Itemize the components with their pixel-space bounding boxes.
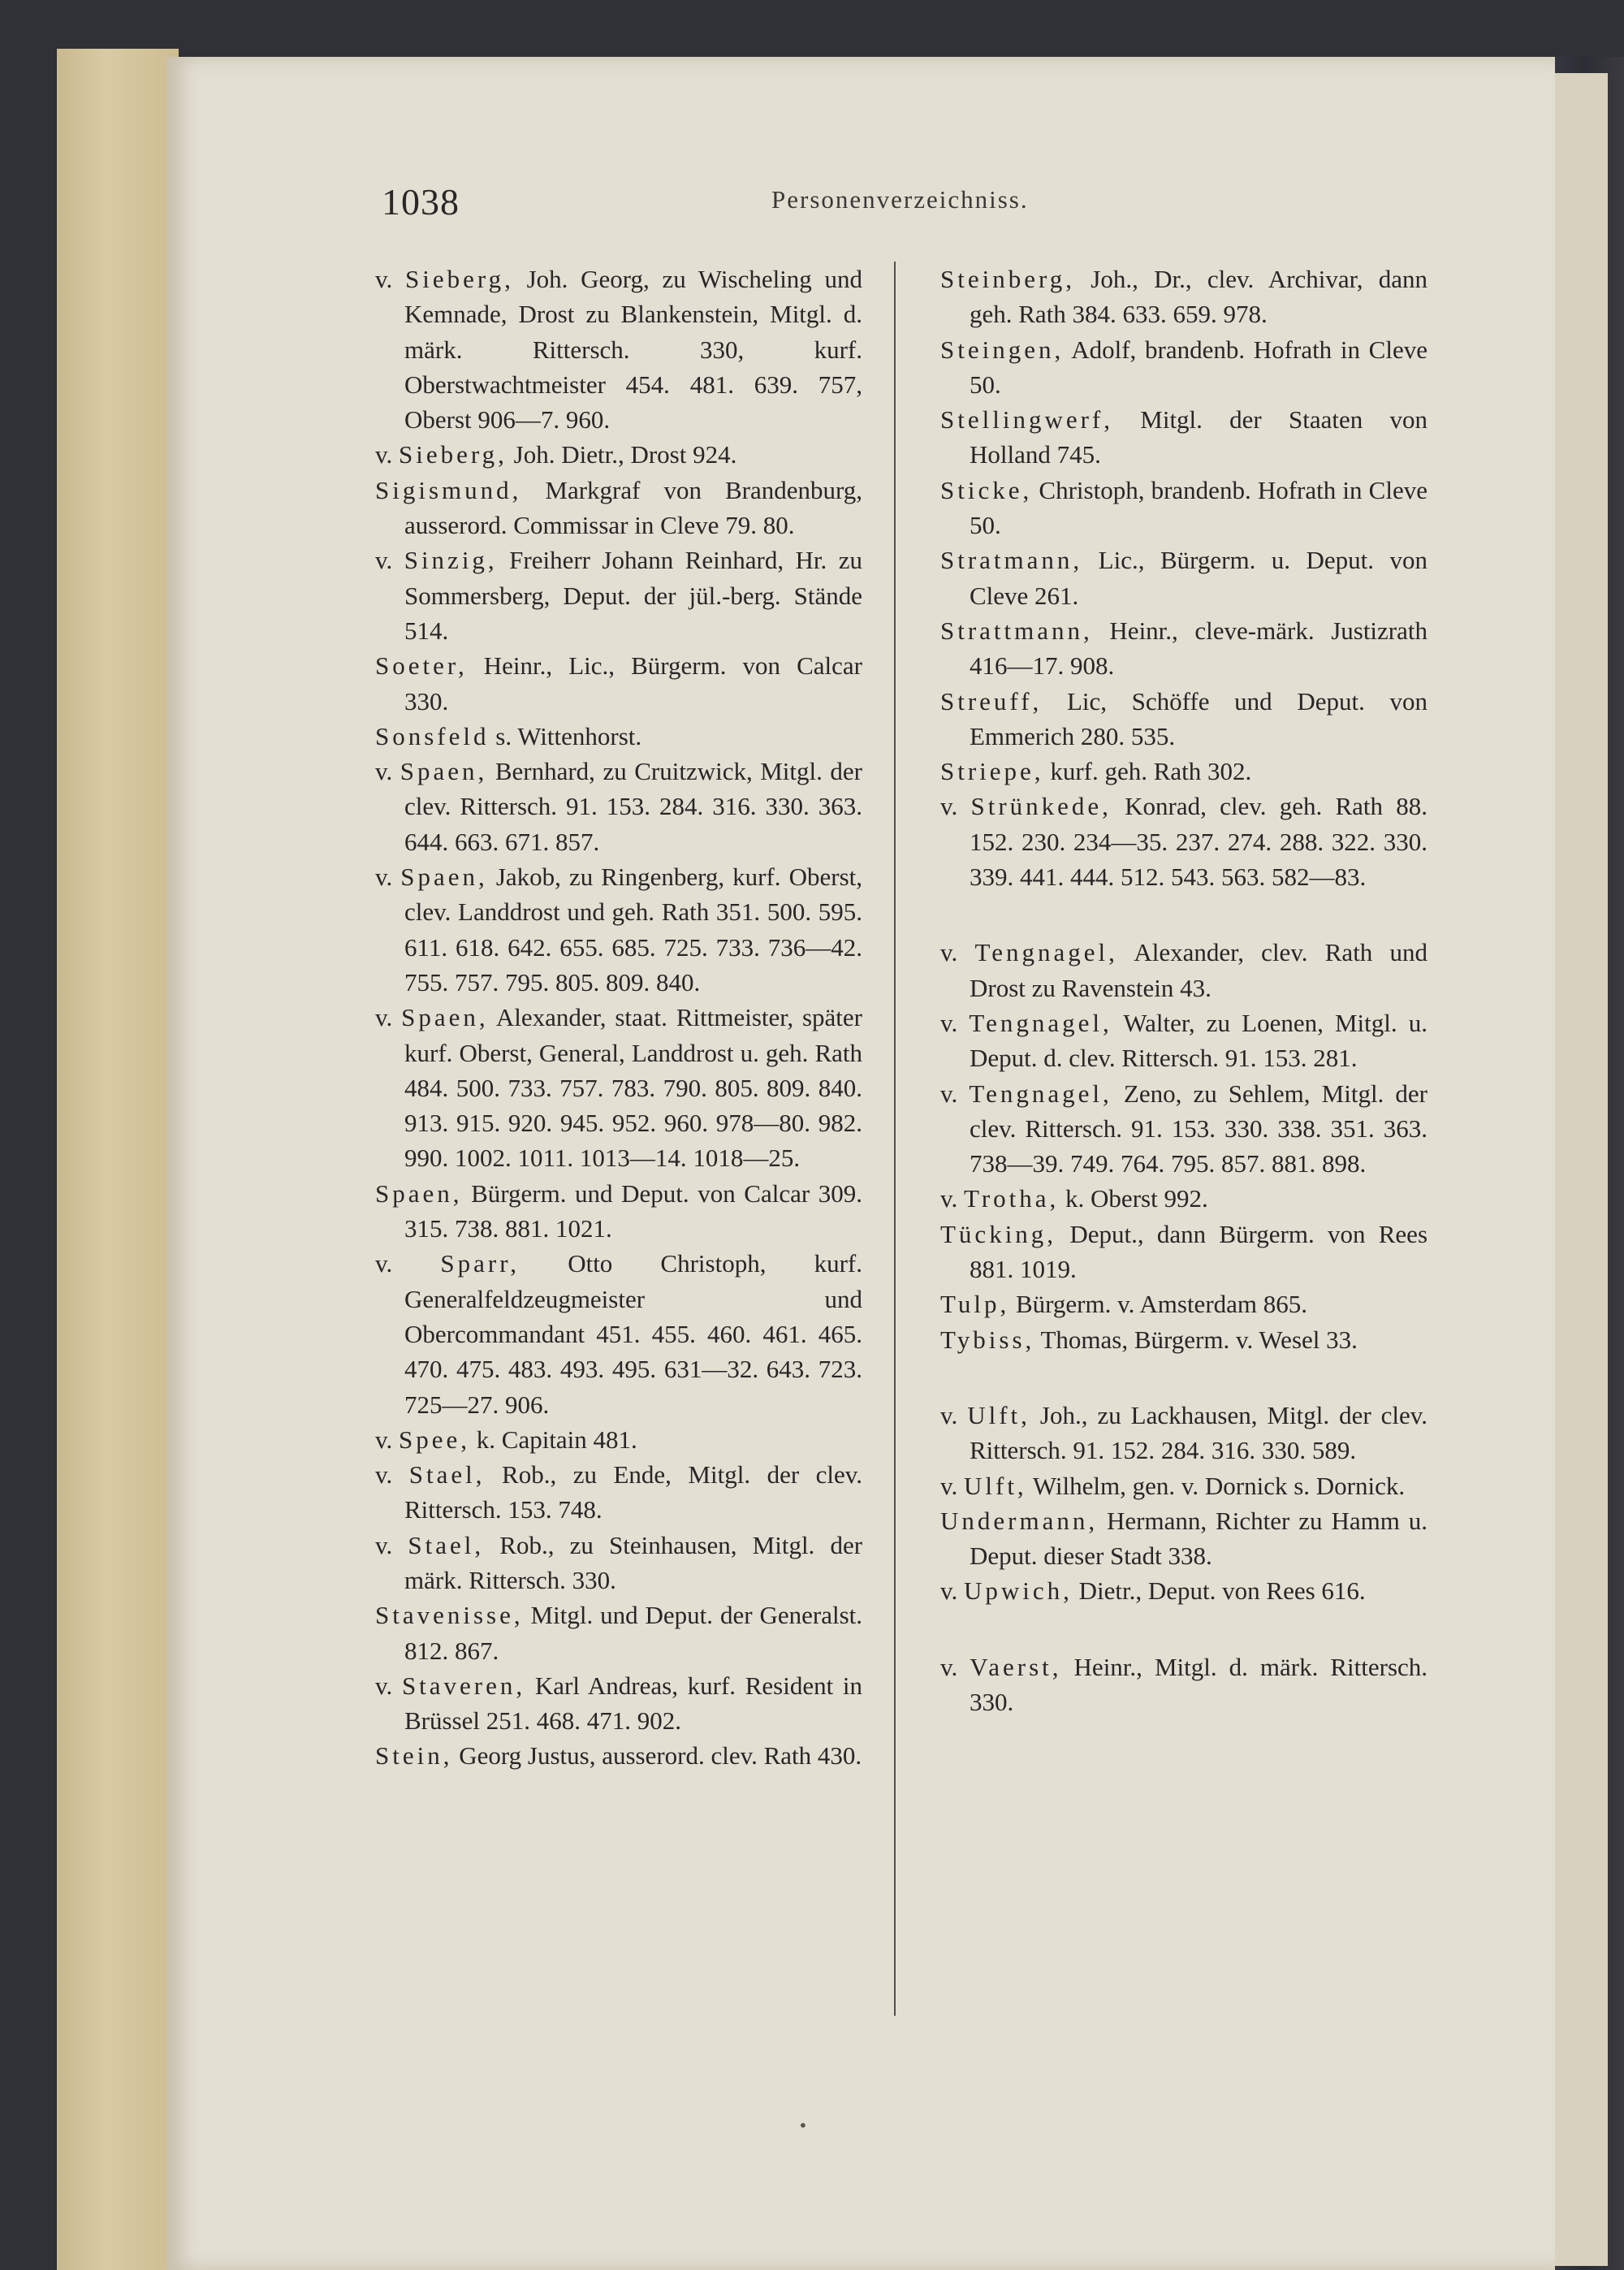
left-column [375,262,862,1774]
entry-text: Mitgl. und Deput. der Generalst. 812. 867. [404,1601,862,1665]
entry-name: Spaen, [375,1178,463,1208]
entry-text: Joh. Dietr., Drost 924. [513,440,737,469]
entry-text: Wilhelm, gen. v. Dornick s. Dornick. [1032,1471,1406,1500]
index-entry [940,684,1427,755]
entry-name: Streuff, [940,686,1043,716]
book-cover-left [57,49,179,2270]
entry-prefix: v. [375,1530,393,1559]
index-entry [375,1000,862,1175]
entry-name: Stellingwerf, [940,405,1113,435]
entry-prefix: v. [375,265,393,293]
entry-prefix: v. [940,1652,958,1681]
entry-name: Tulp, [940,1290,1010,1319]
entry-name: Sieberg, [399,440,508,469]
index-entry [940,935,1427,1005]
entry-name: Stael, [408,1530,485,1559]
entry-prefix: v. [375,863,393,892]
entry-text: Bernhard, zu Cruitzwick, Mitgl. der clev. Rittersch. 91. 153. 284. 316. 330. 363. 644. 663. 671. 857. [404,757,863,856]
entry-text: Bürgerm. v. Amsterdam 865. [1015,1290,1308,1319]
entry-text: kurf. geh. Rath 302. [1050,757,1252,786]
entry-name: Ulft, [967,1400,1030,1429]
entry-text: Heinr., Lic., Bürgerm. von Calcar 330. [404,651,862,716]
section-gap [940,1609,1427,1650]
index-entry [375,859,862,1000]
entry-name: Steingen, [940,335,1065,364]
index-entry [375,262,862,437]
index-entry [375,473,862,543]
entry-prefix: v. [940,792,958,821]
index-entry [375,1528,862,1598]
entry-text: Adolf, brandenb. Hofrath in Cleve 50. [970,335,1427,399]
index-entry [375,437,862,472]
page-mark-dot: • [798,2116,808,2135]
entry-text: Otto Christoph, kurf. Generalfeldzeugmeister und Obercommandant 451. 455. 460. 461. 465. 470. 475. 483. 493. 495. 631—32. 643. 723. 725—27. 906. [404,1249,863,1419]
entry-prefix: v. [940,1008,958,1037]
entry-prefix: v. [375,440,393,469]
index-entry [375,1457,862,1528]
entry-text: Zeno, zu Sehlem, Mitgl. der clev. Rittersch. 91. 153. 330. 338. 351. 363. 738—39. 749. 764. 795. 857. 881. 898. [970,1079,1427,1178]
running-title: Personenverzeichniss. [771,185,1029,214]
entry-prefix: v. [375,1249,393,1278]
entry-name: Sigismund, [375,475,522,504]
facing-page-edge [1551,73,1608,2266]
entry-name: Undermann, [940,1506,1099,1535]
entry-text: Heinr., cleve-märk. Justizrath 416—17. 908. [970,616,1428,681]
index-entry [375,543,862,648]
entry-text: Hermann, Richter zu Hamm u. Deput. dieser Stadt 338. [970,1506,1427,1571]
index-entry [940,1286,1427,1321]
entry-name: Striepe, [940,757,1044,786]
entry-name: Vaerst, [970,1652,1062,1681]
index-entry [940,332,1427,403]
index-entry [375,1246,862,1421]
entry-prefix: v. [940,938,958,967]
index-entry [940,1503,1427,1574]
entry-text: Freiherr Johann Reinhard, Hr. zu Sommersberg, Deput. der jül.-berg. Stände 514. [404,546,862,645]
entry-prefix: v. [940,1079,958,1108]
entry-name: Staveren, [401,1671,526,1700]
index-entry [940,1005,1427,1076]
entry-text: Rob., zu Steinhausen, Mitgl. der märk. Rittersch. 330. [404,1530,863,1594]
entry-name: Trotha, [964,1184,1060,1213]
index-entry [375,754,862,859]
entry-text: Thomas, Bürgerm. v. Wesel 33. [1040,1325,1358,1354]
entry-text: Lic, Schöffe und Deput. von Emmerich 280. 535. [970,686,1428,750]
entry-name: Strattmann, [940,616,1093,645]
entry-prefix: v. [940,1471,958,1500]
entry-name: Tengnagel, [969,1008,1112,1037]
index-entry [940,789,1427,894]
entry-text: Heinr., Mitgl. d. märk. Rittersch. 330. [970,1652,1428,1716]
entry-name: Tücking, [940,1219,1057,1248]
entry-text: Joh., zu Lackhausen, Mitgl. der clev. Rittersch. 91. 152. 284. 316. 330. 589. [970,1400,1428,1465]
index-entry [375,1176,862,1247]
entry-name: Tengnagel, [969,1079,1112,1108]
entry-text: Markgraf von Brandenburg, ausserord. Commissar in Cleve 79. 80. [404,475,862,540]
entry-text: Jakob, zu Ringenberg, kurf. Oberst, clev. Landdrost und geh. Rath 351. 500. 595. 611. 618. 642. 655. 685. 725. 733. 736—42. 755. 757. 795. 805. 809. 840. [404,863,862,997]
index-entry [375,1668,862,1739]
entry-text: Alexander, clev. Rath und Drost zu Ravenstein 43. [970,938,1428,1002]
index-entry [940,262,1427,332]
column-divider [894,262,896,2016]
entry-name: Tybiss, [940,1325,1035,1354]
entry-name: Spaen, [401,1003,489,1032]
entry-name: Tengnagel, [974,938,1118,967]
entry-name: Sinzig, [404,546,498,575]
entry-name: Sonsfeld [375,721,490,750]
index-entry [940,1468,1427,1503]
entry-name: Spaen, [400,863,488,892]
entry-name: Strünkede, [970,792,1112,821]
entry-text: s. Wittenhorst. [495,721,642,750]
entry-prefix: v. [940,1400,958,1429]
entry-prefix: v. [375,1460,393,1490]
entry-name: Stael, [408,1460,486,1490]
entry-text: Joh., Dr., clev. Archivar, dann geh. Rath 384. 633. 659. 978. [970,265,1428,329]
entry-prefix: v. [375,1003,393,1032]
entry-prefix: v. [375,1425,393,1454]
entry-text: Bürgerm. und Deput. von Calcar 309. 315. 738. 881. 1021. [404,1178,862,1243]
index-entry [375,1738,862,1773]
entry-text: Rob., zu Ende, Mitgl. der clev. Rittersch. 153. 748. [404,1460,863,1524]
section-gap [940,894,1427,935]
right-column [940,262,1427,1719]
entry-text: Walter, zu Loenen, Mitgl. u. Deput. d. clev. Rittersch. 91. 153. 281. [970,1008,1427,1073]
entry-text: Georg Justus, ausserord. clev. Rath 430. [459,1741,862,1771]
entry-name: Stratmann, [940,546,1083,575]
page-number: 1038 [382,181,460,223]
index-entry [940,1181,1427,1216]
entry-name: Stein, [375,1741,453,1771]
index-entry [375,719,862,754]
index-entry [940,1573,1427,1608]
entry-name: Sticke, [940,475,1033,504]
index-entry [940,1650,1427,1720]
entry-prefix: v. [940,1576,958,1606]
index-entry [940,1398,1427,1468]
entry-text: Joh. Georg, zu Wischeling und Kemnade, Drost zu Blankenstein, Mitgl. d. märk. Rittersch. 330, kurf. Oberstwachtmeister 454. 481. 639. 757, Oberst 906—7. 960. [404,265,863,435]
entry-name: Soeter, [375,651,468,681]
index-entry [940,402,1427,473]
entry-name: Stavenisse, [375,1601,524,1630]
entry-text: k. Oberst 992. [1065,1184,1208,1213]
entry-text: Dietr., Deput. von Rees 616. [1078,1576,1366,1606]
index-entry [375,648,862,719]
entry-text: Deput., dann Bürgerm. von Rees 881. 1019. [970,1219,1428,1284]
entry-prefix: v. [940,1184,958,1213]
entry-name: Ulft, [964,1471,1027,1500]
entry-text: Alexander, staat. Rittmeister, später kurf. Oberst, General, Landdrost u. geh. Rath 484. 500. 733. 757. 783. 790. 805. 809. 840. 913. 915. 920. 945. 952. 960. 978—80. 982. 990. 1002. 1011. 1013—14. 1018—25. [404,1003,862,1173]
entry-name: Sieberg, [404,265,514,293]
index-entry [940,473,1427,543]
entry-name: Upwich, [964,1576,1073,1606]
index-entry [940,1217,1427,1287]
entry-text: Lic., Bürgerm. u. Deput. von Cleve 261. [970,546,1428,610]
entry-name: Spee, [399,1425,471,1454]
entry-name: Steinberg, [940,265,1075,293]
entry-prefix: v. [375,757,393,786]
index-entry [940,754,1427,789]
entry-prefix: v. [375,546,393,575]
entry-text: Karl Andreas, kurf. Resident in Brüssel 251. 468. 471. 902. [404,1671,862,1736]
entry-text: k. Capitain 481. [476,1425,637,1454]
entry-name: Sparr, [440,1249,520,1278]
entry-name: Spaen, [400,757,488,786]
index-entry [375,1422,862,1457]
index-entry [940,613,1427,684]
entry-text: Konrad, clev. geh. Rath 88. 152. 230. 234—35. 237. 274. 288. 322. 330. 339. 441. 444. 512. 543. 563. 582—83. [970,792,1427,892]
index-entry [940,1322,1427,1357]
section-gap [940,1357,1427,1398]
entry-text: Christoph, brandenb. Hofrath in Cleve 50. [970,475,1427,540]
entry-text: Mitgl. der Staaten von Holland 745. [970,405,1428,469]
index-entry [940,1076,1427,1182]
index-entry [375,1598,862,1668]
index-entry [940,543,1427,613]
entry-prefix: v. [375,1671,393,1700]
